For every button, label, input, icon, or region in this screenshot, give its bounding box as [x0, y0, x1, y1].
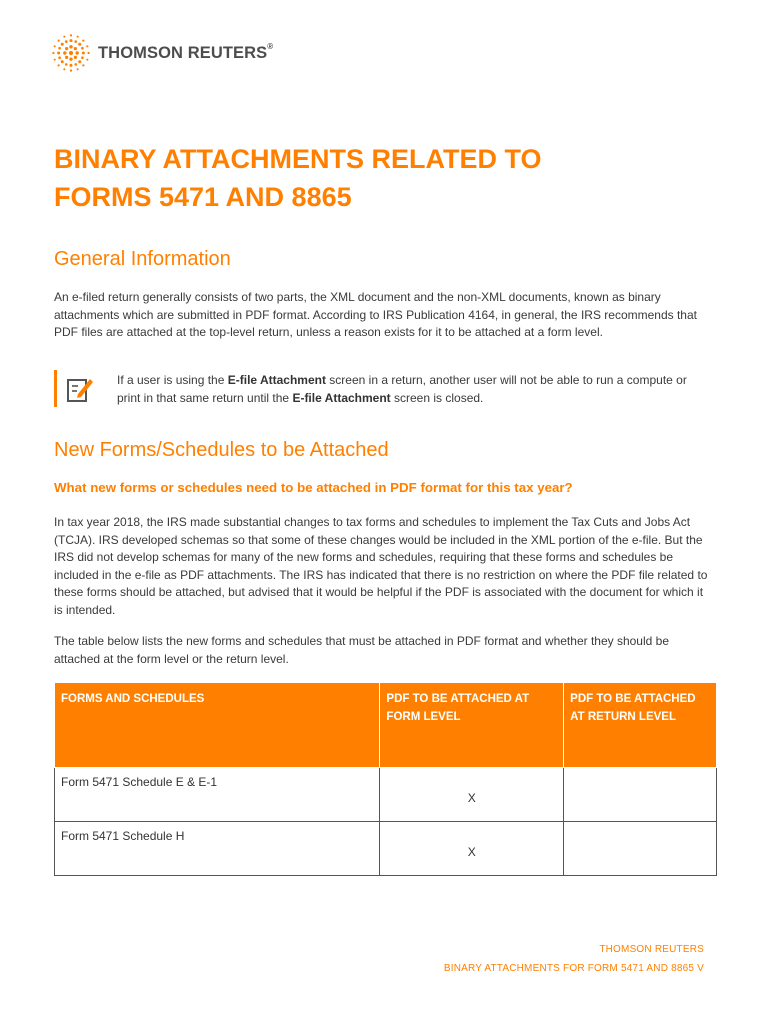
title-line-2: FORMS 5471 AND 8865: [54, 182, 352, 212]
title-line-1: BINARY ATTACHMENTS RELATED TO: [54, 144, 542, 174]
company-logo: [52, 34, 273, 72]
note-text: [117, 372, 707, 407]
note-text-part-3: screen is closed.: [390, 390, 484, 405]
note-callout: [54, 368, 714, 410]
note-text-part-2: screen in a return, another user will not be able to run a compute or print in that same return until the: [117, 373, 687, 405]
new-forms-paragraph-2: The table below lists the new forms and schedules that must be attached in PDF format and whether they should be attached at the form level or the return level.: [54, 634, 670, 666]
new-forms-question: What new forms or schedules need to be attached in PDF format for this tax year?: [54, 480, 573, 495]
table-row: [55, 822, 717, 876]
form-level-cell: X: [380, 822, 564, 876]
forms-table: [54, 682, 717, 876]
note-bold-efile-1: E-file Attachment: [227, 373, 326, 387]
table-row: [55, 768, 717, 822]
note-text-part-1: If a user is using the: [117, 373, 228, 387]
new-forms-heading: New Forms/Schedules to be Attached: [54, 439, 389, 461]
footer-document-name: BINARY ATTACHMENTS FOR FORM 5471 AND 8865 V: [443, 963, 704, 974]
note-bold-efile-2: E-file Attachment: [292, 390, 391, 405]
brand-name: THOMSON REUTERS: [98, 43, 268, 62]
general-information-paragraph: An e-filed return generally consists of two parts, the XML document and the non-XML documents, known as binary attachments which are submitted in PDF format. According to IRS Publication 4164, in general, the IRS recommends that PDF files are attached at the top-level return, unless a reason exists for it to be attached at a form level.: [54, 290, 697, 339]
new-forms-paragraph-1: In tax year 2018, the IRS made substantial changes to tax forms and schedules to implement the Tax Cuts and Jobs Act (TCJA). IRS developed schemas so that some of these changes would be included in the XML portion of the e-file. But the IRS did not develop schemas for many of the new forms and schedules, requiring that these forms and schedules be included in the e-file as PDF attachments. The IRS has indicated that there is no restriction on where the PDF file related to these forms should be attached, but advised that it would be helpful if the PDF is associated with the document for which it is intended.: [54, 515, 708, 617]
form-name-cell: Form 5471 Schedule H: [55, 822, 380, 876]
form-name-cell: Form 5471 Schedule E & E-1: [55, 768, 380, 822]
column-header-return-level: PDF TO BE ATTACHED AT RETURN LEVEL: [564, 683, 717, 768]
footer-brand: THOMSON REUTERS: [599, 944, 704, 955]
general-information-heading: General Information: [54, 248, 231, 270]
column-header-form-level: PDF TO BE ATTACHED AT FORM LEVEL: [380, 683, 564, 768]
return-level-cell: [564, 768, 717, 822]
note-accent-bar: [54, 370, 57, 407]
document-title: [54, 140, 694, 216]
form-level-cell: X: [380, 768, 564, 822]
thomson-reuters-logo-icon: [52, 34, 90, 72]
return-level-cell: [564, 822, 717, 876]
edit-note-icon: [66, 374, 94, 404]
column-header-forms: FORMS AND SCHEDULES: [55, 683, 380, 768]
table-header-row: [55, 683, 717, 768]
registered-mark: ®: [267, 41, 274, 51]
